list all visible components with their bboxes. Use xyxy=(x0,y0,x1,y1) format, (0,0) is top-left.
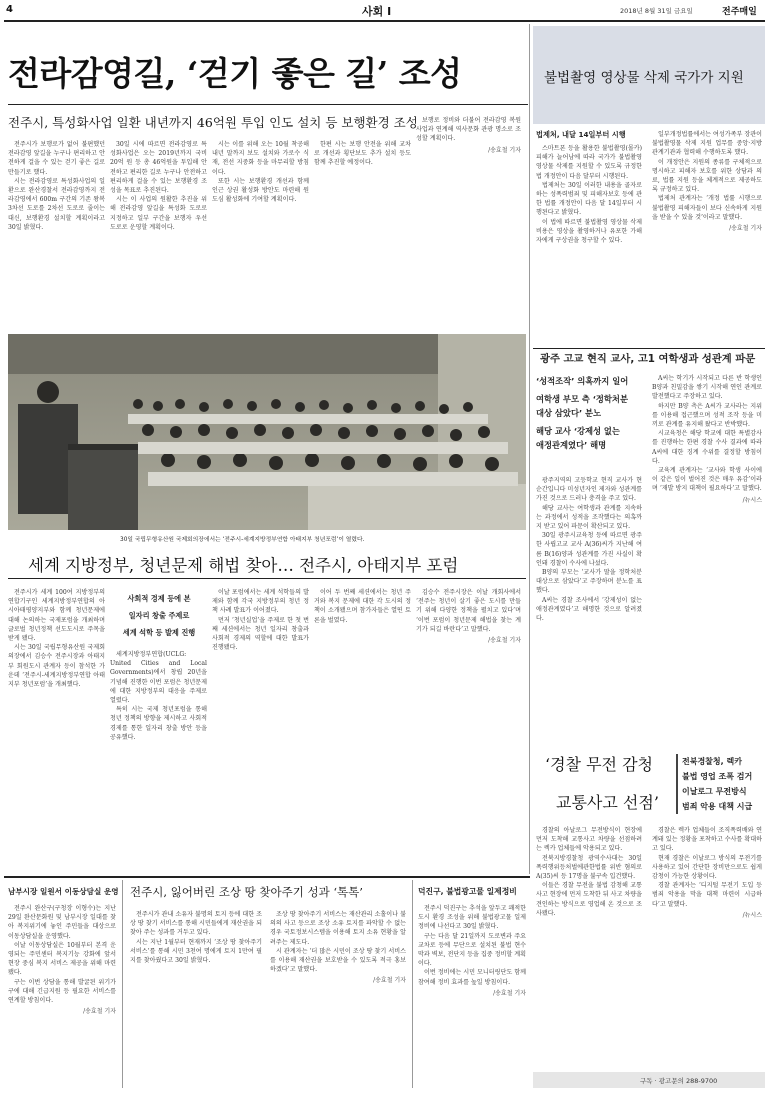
column-divider xyxy=(529,24,530,874)
gwangju-kicker: ‘성적조작’ 의혹까지 일어 xyxy=(536,376,629,386)
gwangju-para: A씨는 학기가 시작되고 다른 반 학생인 B양과 친밀감을 쌓기 시작해 연인 관계로 발전했다고 주장하고 있다. xyxy=(652,375,762,401)
forum-para: 김승수 전주시장은 이날 개회사에서 ‘전주는 청년이 살기 좋은 도시를 만들기 위해 다양한 정책을 펼치고 있다’며 ‘이번 포럼이 청년문제 해법을 찾는 계기가 되길 바란다’고 말했다. xyxy=(416,589,521,633)
forum-photo-image xyxy=(8,334,526,530)
police-kicker: 이날로그 무전방식 xyxy=(682,787,747,796)
police-kickers xyxy=(676,754,766,814)
gwangju-kicker: 대상 삼았다’ 분노 xyxy=(536,408,602,418)
forum-para: 전주시가 세계 100여 지방정부의 연합기구인 세계지방정부연합의 아시아태평양지부와 함께 청년문제에 대해 논의하는 국제포럼을 개최하며 글로벌 청년정책 선도도시로 주목을 받게 됐다. xyxy=(8,589,105,643)
right-top-para: 일부개정법률에서는 여성가족부 장관이 불법촬영물 삭제 지원 업무를 중앙·지방 관계기관과 협력해 수행하도록 했다. xyxy=(652,131,762,157)
gwangju-kickers xyxy=(536,374,646,452)
forum-sidebar-line: 세계 석학 등 발제 진행 xyxy=(122,628,196,637)
gwangju-col-2 xyxy=(652,374,762,746)
lead-col-5: 보행로 정비와 더불어 전라감영 복원 사업과 연계해 역사문화 관광 명소로 조성할 계획이다. /송효철 기자 xyxy=(416,117,521,154)
gwangju-para: 교육계 관계자는 ‘교사와 학생 사이에 이 같은 일이 벌어진 것은 매우 유감’이라며 ‘재발 방지 대책이 필요하다’고 말했다. xyxy=(652,467,762,493)
forum-col-1 xyxy=(8,588,105,846)
forum-para: 이어 두 번째 세션에서는 청년 주거와 복지 문제에 대한 각 도시의 정책이 소개됐으며 참가자들은 열띤 토론을 벌였다. xyxy=(314,589,411,624)
gwangju-para: 광주지역의 고등학교 현직 교사가 현순간입니다 미성년자인 제자와 성관계를 가진 것으로 드러나 충격을 주고 있다. xyxy=(536,477,642,503)
lead-para: 전주시가 보행로가 없어 불편했던 전라감영 앞길을 누구나 편리하고 안전하게 걸을 수 있는 걷기 좋은 길로 만들기로 했다. xyxy=(8,141,105,176)
police-headline-1: ‘경찰 무전 감청 xyxy=(545,755,653,774)
lead-para: 시는 이 사업의 원활한 추진을 위해 전라감영 앞길을 특성화 도로로 지정하고 일부 구간을 보행자 우선 도로로 운영할 계획이다. xyxy=(110,196,207,231)
gwangju-para: 시교육청은 해당 학교에 대한 특별감사를 진행하는 한편 경찰 수사 결과에 따라 A씨에 대한 징계 수위를 결정할 방침이다. xyxy=(652,430,762,465)
bottom-right-para: 구는 다음 달 21일까지 도로변과 주요 교차로 등에 무단으로 설치된 불법 현수막과 벽보, 전단지 등을 집중 정비할 계획이다. xyxy=(418,932,526,968)
bottom-mid-col-1 xyxy=(130,910,262,1086)
gwangju-kicker: 애정관계였다’ 해명 xyxy=(536,440,607,450)
lead-rule xyxy=(8,104,528,105)
lead-col-2 xyxy=(110,140,207,328)
lead-col-3 xyxy=(212,140,309,328)
right-top-para: 법제처 관계자는 ‘개정 법률 시행으로 불법촬영 피해자들이 보다 신속하게 지원을 받을 수 있을 것’이라고 말했다. xyxy=(652,195,762,221)
bottom-rule xyxy=(4,876,530,878)
bottom-right-para: 전주시 덕진구는 추석을 앞두고 쾌적한 도시 환경 조성을 위해 불법광고물 일제정비에 나선다고 30일 밝혔다. xyxy=(418,905,526,931)
paper-name: 전주매일 xyxy=(722,7,757,17)
bottom-left-para: 전주시 완산구(구청장 이형수)는 지난 29일 완산문화원 및 남부시장 일대를 찾아 복지위기에 놓인 주민들을 대상으로 이동상담실을 운영했다. xyxy=(8,905,116,940)
gwangju-para: B양의 부모는 ‘교사가 딸을 정학처분 대상으로 삼았다’고 주장하며 분노를 표했다. xyxy=(536,569,642,595)
bottom-right-body xyxy=(418,904,526,1084)
bottom-right-headline: 덕진구, 불법광고물 일제정비 xyxy=(418,887,517,896)
forum-para: 특히 시는 국제 청년포럼을 통해 청년 정책의 방향을 제시하고 사회적 경제를 통한 일자리 창출 방안 등을 공유했다. xyxy=(110,706,207,741)
right-top-byline: /송효철 기자 xyxy=(729,225,762,233)
lead-col-4 xyxy=(314,140,411,328)
police-col-2 xyxy=(652,826,762,1054)
lead-headline: 전라감영길, ‘걷기 좋은 길’ 조성 xyxy=(8,54,462,93)
bottom-right-byline: /송효철 기자 xyxy=(493,989,526,997)
forum-sidebar xyxy=(110,590,208,641)
forum-col-4 xyxy=(314,588,411,846)
header-rule xyxy=(4,20,765,22)
bottom-left-para: 구는 이번 상담을 통해 발굴된 위기가구에 대해 긴급지원 등 필요한 서비스를 연계할 방침이다. xyxy=(8,978,116,1005)
bottom-divider xyxy=(122,880,123,1088)
bottom-mid-para: 조상 땅 찾아주기 서비스는 재산관리 소홀이나 불의의 사고 등으로 조상 소유 토지를 파악할 수 없는 경우 국토정보시스템을 이용해 토지 소유 현황을 알려주는 제도다. xyxy=(270,911,406,946)
right-top-kicker: 법제처, 내달 14일부터 시행 xyxy=(536,130,626,139)
forum-para: 시는 30일 국립무형유산원 국제회의장에서 김승수 전주시장과 아태지부 회원도시 관계자 등이 참석한 가운데 ‘전주시-세계지방정부연합 아태지부 청년포럼’을 개최했다. xyxy=(8,644,105,689)
forum-col-5 xyxy=(416,588,521,846)
right-top-headline: 불법촬영 영상물 삭제 국가가 지원 xyxy=(544,70,744,86)
gwangju-para: A씨는 경찰 조사에서 ‘강제성이 없는 애정관계였다’고 해명한 것으로 알려졌다. xyxy=(536,596,642,623)
lead-byline: /송효철 기자 xyxy=(488,146,521,154)
bottom-mid-headline: 전주시, 잃어버린 조상 땅 찾아주기 성과 ‘톡톡’ xyxy=(130,885,363,899)
lead-subheadline: 전주시, 특성화사업 일환 내년까지 46억원 투입 인도 설치 등 보행환경 조성 xyxy=(8,115,418,130)
page-number: 4 xyxy=(6,4,13,15)
forum-sidebar-line: 일자리 창출 주제로 xyxy=(128,611,190,620)
police-para: 전북지방경찰청 광역수사대는 30일 폭력행위등처벌에관한법률 위반 혐의로 A(35)씨 등 17명을 불구속 입건했다. xyxy=(536,854,642,881)
police-para: 경찰의 아날로그 무전방식이 현장에 먼저 도착해 교통사고 차량을 선점하려는 렉카 업체들에 악용되고 있다. xyxy=(536,827,642,853)
gwangju-byline: /뉴시스 xyxy=(742,496,762,504)
lead-para: 또한 시는 보행환경 개선과 함께 인근 상권 활성화 방안도 마련해 원도심 활성화에 기여할 계획이다. xyxy=(212,177,309,204)
police-byline: /뉴시스 xyxy=(742,911,762,919)
forum-para: 세계지방정부연합(UCLG: United Cities and Local Governments)에서 창립 20년을 기념해 진행한 이번 포럼은 청년문제에 대한 지방정부의 대응을 주제로 열렸다. xyxy=(110,651,207,705)
police-para: 경찰 관계자는 ‘디지털 무전기 도입 등 범죄 악용을 막을 대책 마련이 시급하다’고 말했다. xyxy=(652,882,762,908)
bottom-divider xyxy=(412,880,413,1088)
bottom-left-body xyxy=(8,904,116,1084)
bottom-mid-para: 시는 지난 1월부터 현재까지 ‘조상 땅 찾아주기 서비스’를 통해 시민 3천여 명에게 토지 1만여 필지를 찾아줬다고 30일 밝혔다. xyxy=(130,938,262,965)
police-para: 경찰은 렉카 업체들이 조직폭력배와 연계돼 있는 정황을 포착하고 수사를 확대하고 있다. xyxy=(652,827,762,853)
forum-photo xyxy=(8,334,526,530)
gwangju-col-1 xyxy=(536,476,642,746)
police-col-1 xyxy=(536,826,642,1064)
right-top-col-1 xyxy=(536,144,642,344)
police-kicker: 범죄 악용 대책 시급 xyxy=(682,802,753,811)
bottom-left-para: 이날 이동상담실은 10월부터 본격 운영되는 주민센터 복지기능 강화에 앞서 현장 중심 복지 서비스 제공을 위해 마련됐다. xyxy=(8,941,116,977)
bottom-mid-col-2 xyxy=(270,910,406,1086)
police-kicker: 불법 영업 조폭 검거 xyxy=(682,772,753,781)
police-para: 현재 경찰은 이날로그 방식의 무전기를 사용하고 있어 간단한 장비만으로도 쉽게 감청이 가능한 상황이다. xyxy=(652,854,762,881)
gwangju-kicker: 여학생 부모 측 ‘정학처분 xyxy=(536,394,628,404)
forum-byline: /송효철 기자 xyxy=(488,637,521,645)
right-top-para: 법제처는 30일 이러한 내용을 골자로 하는 성폭력범죄 및 피해자보호 등에 관한 법률 개정안이 다음 달 14일부터 시행된다고 밝혔다. xyxy=(536,181,642,217)
forum-para: 이날 포럼에서는 세계 석학들의 발제와 함께 각국 지방정부의 청년 정책 사례 발표가 이어졌다. xyxy=(212,589,309,615)
lead-para: 시는 이를 위해 오는 10월 착공해 내년 말까지 보도 설치와 가로수 식재, 전선 지중화 등을 마무리할 방침이다. xyxy=(212,141,309,176)
gwangju-para: 30일 광주시교육청 등에 따르면 광주 한 사립고교 교사 A(36)씨가 지난해 여름 B(16)양과 성관계를 가진 사실이 확인돼 경찰이 수사에 나섰다. xyxy=(536,532,642,567)
lead-col-1 xyxy=(8,140,105,328)
right-top-para: 이 개정안은 지원의 종류를 구체적으로 명시하고 피해자 보호를 위한 상담과 의료, 법률 지원 등을 체계적으로 제공하도록 규정하고 있다. xyxy=(652,158,762,194)
police-para: 이들은 경찰 무전을 불법 감청해 교통사고 현장에 먼저 도착한 뒤 사고 차량을 견인하는 방식으로 영업해 온 것으로 조사됐다. xyxy=(536,882,642,917)
gwangju-para: 해당 교사는 여학생과 관계를 지속하는 과정에서 성적을 조작했다는 의혹까지 받고 있어 파문이 확산되고 있다. xyxy=(536,504,642,531)
photo-caption: 30일 국립무형유산원 국제회의장에서는 ‘전주시-세계지방정부연합 아태지부 청년포럼’이 열렸다. xyxy=(120,537,365,543)
issue-date: 2018년 8월 31일 금요일 xyxy=(620,7,693,15)
police-headline-2: 교통사고 선점’ xyxy=(556,793,659,812)
gwangju-rule xyxy=(533,348,765,349)
section-label: 사회 I xyxy=(362,5,392,18)
right-top-para: 이 법에 따르면 불법촬영 영상물 삭제 비용은 영상을 촬영하거나 유포한 가해자에게 구상권을 청구할 수 있다. xyxy=(536,218,642,245)
bottom-mid-byline: /송효철 기자 xyxy=(373,977,406,985)
forum-para: 먼저 ‘청년실업’을 주제로 한 첫 번째 세션에서는 청년 일자리 창출과 사회적 경제의 역할에 대한 발표가 진행됐다. xyxy=(212,616,309,652)
lead-para: 시는 전라감영로 특성화사업의 일환으로 완산경찰서 전라감영까지 전라감영에서 600m 구간의 기존 왕복 3차선 도로를 2차선 도로로 줄이는 대신, 보행환경 설치할 계획이라고 30일 밝혔다. xyxy=(8,177,105,231)
gwangju-headline: 광주 고교 현직 교사, 고1 여학생과 성관계 파문 xyxy=(540,353,756,365)
forum-col-3 xyxy=(212,588,309,846)
footer-contact: 구독 · 광고문의 288-9700 xyxy=(640,1077,718,1085)
bottom-left-byline: /송효철 기자 xyxy=(83,1008,116,1016)
forum-sidebar-line: 사회적 경제 등에 본 xyxy=(127,594,191,603)
forum-rule xyxy=(8,578,526,579)
bottom-right-para: 이번 정비에는 시민 모니터링단도 함께 참여해 정비 효과를 높일 방침이다. xyxy=(418,969,526,986)
right-top-para: 스마트폰 등을 활용한 불법촬영(몰카) 피해가 늘어남에 따라 국가가 불법촬영 영상물 삭제를 지원할 수 있도록 규정한 법 개정안이 다음 달부터 시행된다. xyxy=(536,145,642,180)
forum-headline: 세계 지방정부, 청년문제 해법 찾아… 전주시, 아태지부 포럼 xyxy=(28,556,459,575)
forum-col-2 xyxy=(110,650,207,846)
bottom-left-headline: 남부시장 일원서 이동상담실 운영 xyxy=(8,887,119,896)
lead-para: 30일 시에 따르면 전라감영로 특성화사업은 오는 2019년까지 국비 20억 원 등 총 46억원을 투입해 안전하고 편리한 길로 누구나 안전하고 편리하게 걸을 수 있는 보행환경 조성을 목표로 추진된다. xyxy=(110,141,207,195)
gwangju-kicker: 해당 교사 ‘강제성 없는 xyxy=(536,426,620,436)
bottom-mid-para: 전주시가 관내 소유자 불명의 토지 등에 대한 조상 땅 찾기 서비스를 통해 시민들에게 재산권을 되찾아 주는 성과를 거두고 있다. xyxy=(130,911,262,937)
right-top-col-2 xyxy=(652,130,762,344)
gwangju-para: 하지만 B양 측은 A씨가 교사라는 지위를 이용해 접근했으며 성적 조작 등을 미끼로 관계를 유지해 왔다고 반박했다. xyxy=(652,402,762,429)
lead-para: 한편 시는 보행 안전을 위해 교차로 개선과 횡단보도 추가 설치 등도 함께 추진할 예정이다. xyxy=(314,141,411,167)
bottom-mid-para: 시 관계자는 ‘더 많은 시민이 조상 땅 찾기 서비스를 이용해 재산권을 보호받을 수 있도록 적극 홍보하겠다’고 말했다. xyxy=(270,947,406,974)
police-kicker: 전북경찰청, 렉카 xyxy=(682,757,742,766)
